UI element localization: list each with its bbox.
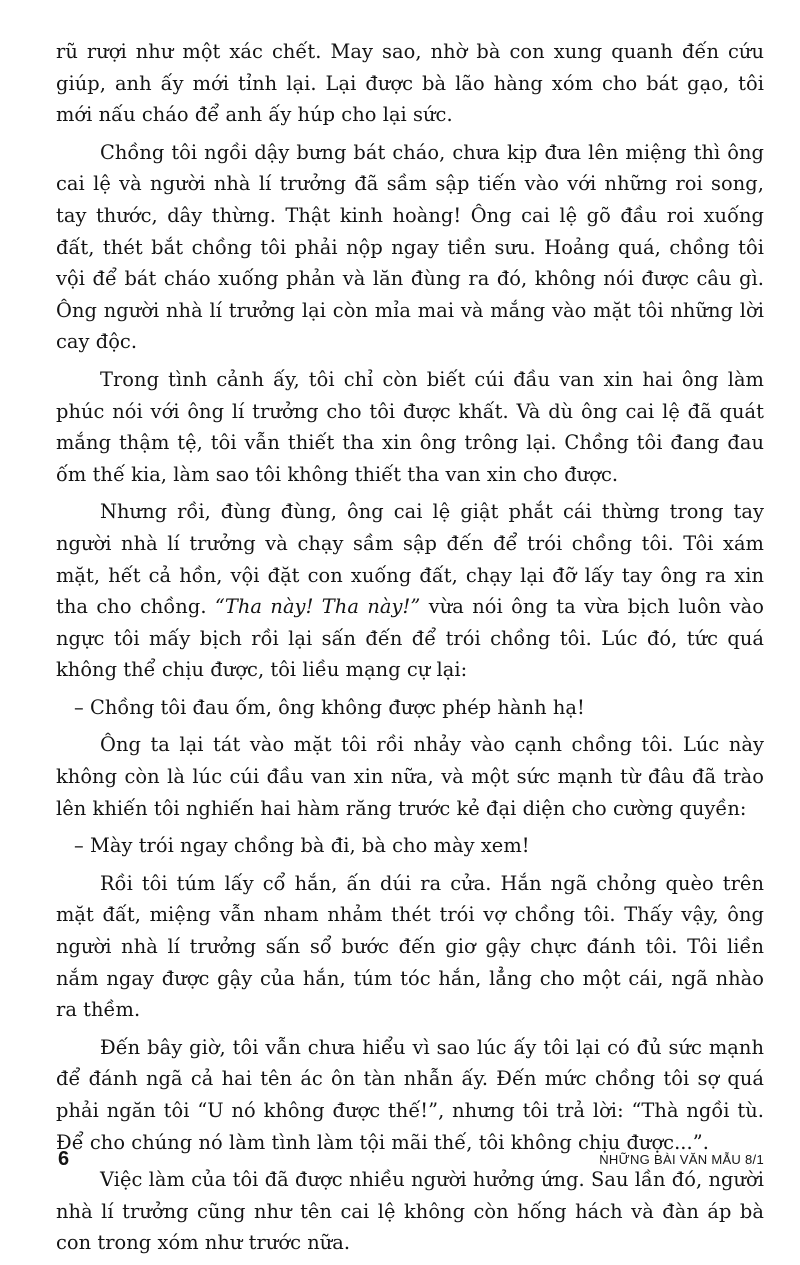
- dialogue-line-2: – Mày trói ngay chồng bà đi, bà cho mày xem!: [74, 834, 530, 858]
- paragraph-fight: Rồi tôi túm lấy cổ hắn, ấn dúi ra cửa. Hắn ngã chỏng quèo trên mặt đất, miệng vẫn nham nhảm thét trói vợ chồng tôi. Thấy vậy, ông người nhà lí trưởng sấn sổ bước đến giơ gậy chực đánh tôi. Tôi liền nắm ngay được gậy của hắn, túm tóc hắn, lẳng cho một cái, ngã nhào ra thềm.: [56, 871, 764, 1022]
- paragraph-reflection: Đến bây giờ, tôi vẫn chưa hiểu vì sao lúc ấy tôi lại có đủ sức mạnh để đánh ngã cả hai tên ác ôn tàn nhẫn ấy. Đến mức chồng tôi sợ quá phải ngăn tôi “U nó không được thế!”, nhưng tôi trả lời: “Thà ngồi tù. Để cho chúng nó làm tình làm tội mãi thế, tôi không chịu được...”.: [56, 1035, 764, 1154]
- paragraph-continuation: rũ rượi như một xác chết. May sao, nhờ bà con xung quanh đến cứu giúp, anh ấy mới tỉnh lại. Lại được bà lão hàng xóm cho bát gạo, tôi mới nấu cháo để anh ấy húp cho lại sức.: [56, 40, 764, 127]
- paragraph-confrontation: [56, 496, 764, 686]
- paragraph-outcome: Việc làm của tôi đã được nhiều người hưởng ứng. Sau lần đó, người nhà lí trưởng cũng như tên cai lệ không còn hống hách và đàn áp bà con trong xóm như trước nữa.: [56, 1168, 764, 1255]
- page-body: [56, 36, 764, 1265]
- confrontation-quote: “Tha này! Tha này!”: [214, 595, 421, 619]
- paragraph-begging: Trong tình cảnh ấy, tôi chỉ còn biết cúi đầu van xin hai ông làm phúc nói với ông lí trưởng cho tôi được khất. Và dù ông cai lệ đã quát mắng thậm tệ, tôi vẫn thiết tha xin ông trông lại. Chồng tôi đang đau ốm thế kia, làm sao tôi không thiết tha van xin cho được.: [56, 367, 764, 486]
- confrontation-text-after: vừa nói ông ta vừa bịch luôn vào ngực tôi mấy bịch rồi lại sấn đến để trói chồng tôi. Lúc đó, tức quá không thể chịu được, tôi liều mạng cự lại:: [56, 595, 764, 682]
- dialogue-line-1: – Chồng tôi đau ốm, ông không được phép hành hạ!: [74, 695, 585, 719]
- running-book-title: NHỮNG BÀI VĂN MẪU 8/1: [599, 1152, 764, 1167]
- page-number: 6: [58, 1148, 70, 1170]
- paragraph-porridge-scene: Chồng tôi ngồi dậy bưng bát cháo, chưa kịp đưa lên miệng thì ông cai lệ và người nhà lí trưởng đã sầm sập tiến vào với những roi song, tay thước, dây thừng. Thật kinh hoàng! Ông cai lệ gõ đầu roi xuống đất, thét bắt chồng tôi phải nộp ngay tiền sưu. Hoảng quá, chồng tôi vội để bát cháo xuống phản và lăn đùng ra đó, không nói được câu gì. Ông người nhà lí trưởng lại còn mỉa mai và mắng vào mặt tôi những lời cay độc.: [56, 140, 764, 354]
- paragraph-slap: Ông ta lại tát vào mặt tôi rồi nhảy vào cạnh chồng tôi. Lúc này không còn là lúc cúi đầu van xin nữa, và một sức mạnh từ đâu đã trào lên khiến tôi nghiến hai hàm răng trước kẻ đại diện cho cường quyền:: [56, 733, 764, 820]
- page-footer: [58, 1148, 764, 1178]
- confrontation-text-before: Nhưng rồi, đùng đùng, ông cai lệ giật phắt cái thừng trong tay người nhà lí trưởng và chạy sầm sập đến để trói chồng tôi. Tôi xám mặt, hết cả hồn, vội đặt con xuống đất, chạy lại đỡ lấy tay ông ra xin tha cho chồng.: [56, 500, 764, 619]
